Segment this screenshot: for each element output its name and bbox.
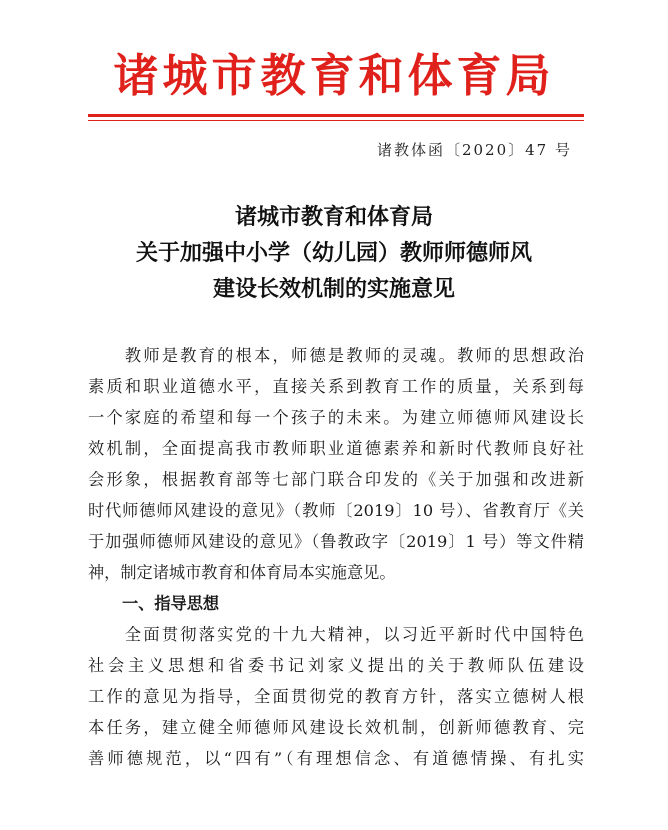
paragraph-line: 时代师德师风建设的意见》（教师〔2019〕10 号）、省教育厅《关	[88, 501, 584, 520]
paragraph-line: 一个家庭的希望和每一个孩子的未来。为建立师德师风建设长	[88, 408, 584, 427]
title-line: 诸城市教育和体育局	[234, 205, 433, 230]
title-line: 关于加强中小学（幼儿园）教师师德师风	[135, 241, 532, 266]
title-line: 建设长效机制的实施意见	[212, 277, 455, 302]
paragraph-line: 素质和职业道德水平，直接关系到教育工作的质量，关系到每	[88, 377, 584, 396]
paragraph-line: 善师德规范，以“四有”（有理想信念、有道德情操、有扎实	[88, 749, 584, 768]
paragraph-line: 本任务，建立健全师德师风建设长效机制，创新师德教育、完	[88, 718, 584, 737]
masthead-rule-thick	[88, 114, 584, 117]
paragraph-line: 工作的意见为指导，全面贯彻党的教育方针，落实立德树人根	[88, 687, 584, 706]
paragraph-line: 教师是教育的根本，师德是教师的灵魂。教师的思想政治	[88, 346, 584, 365]
paragraph-line: 效机制，全面提高我市教师职业道德素养和新时代教师良好社	[88, 439, 584, 458]
paragraph-line: 社会主义思想和省委书记刘家义提出的关于教师队伍建设	[88, 656, 584, 675]
document-title	[0, 200, 668, 308]
paragraph-line: 于加强师德师风建设的意见》（鲁教政字〔2019〕1 号）等文件精	[88, 532, 584, 551]
section-heading: 一、指导思想	[122, 594, 220, 613]
paragraph-line: 全面贯彻落实党的十九大精神，以习近平新时代中国特色	[88, 625, 584, 644]
masthead-title: 诸城市教育和体育局	[113, 49, 555, 102]
masthead-rule-thin	[88, 120, 584, 121]
document-number: 诸教体函〔2020〕47 号	[376, 141, 572, 159]
paragraph-line: 会形象，根据教育部等七部门联合印发的《关于加强和改进新	[88, 470, 584, 489]
paragraph-line: 神，制定诸城市教育和体育局本实施意见。	[88, 563, 396, 582]
document-body	[88, 340, 584, 774]
